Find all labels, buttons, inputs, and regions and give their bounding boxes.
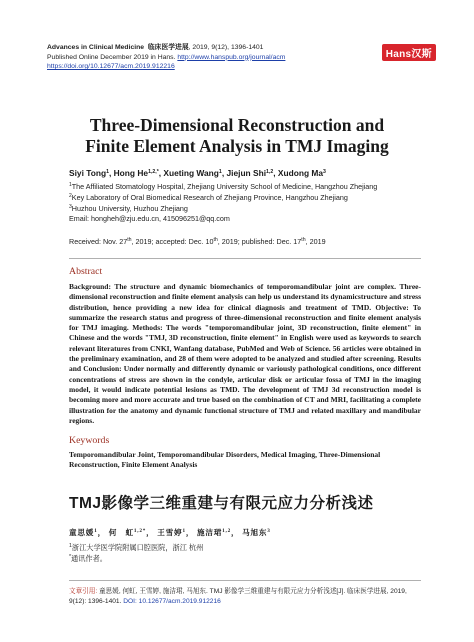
title-line-1: Three-Dimensional Reconstruction and [89,115,385,135]
affiliations [69,182,377,225]
journal-header [47,43,377,72]
volume-info: 2019, 9(12), 1396-1401 [192,44,264,51]
keywords-body: Temporomandibular Joint, Temporomandibular Disorders, Medical Imaging, Three-Dimensional Reconstruction, Finite Element Analysis [69,450,381,470]
author-name: Siyi Tong [69,168,107,178]
abstract-top-rule [69,258,421,259]
journal-name: Advances in Clinical Medicine [47,44,145,51]
publication-dates: Received: Nov. 27th, 2019; accepted: Dec. 10th, 2019; published: Dec. 17th, 2019 [69,237,326,246]
citation-top-rule [69,580,421,581]
chinese-title: TMJ影像学三维重建与有限元应力分析浅述 [69,495,374,512]
author-name: Xueting Wang [163,168,219,178]
author-sup: 1 [106,169,109,175]
keywords-heading: Keywords [69,435,110,446]
affiliation-2: $^2$Key Laboratory of Oral Biomedical Research of Zhejiang Province, Hangzhou Zhejiang [69,192,348,202]
citation [69,587,421,607]
author-name: Xudong Ma [277,168,324,178]
author-name: Hong He [113,168,149,178]
title-line-2: Finite Element Analysis in TMJ Imaging [85,136,389,156]
citation-label: 文章引用: [69,588,98,595]
doi-link[interactable]: https://doi.org/10.12677/acm.2019.912216 [47,63,175,71]
abstract-body: Background: The structure and dynamic biomechanics of temporomandibular joint are complex. Three-dimensional reconstruction and finite element analysis can help us understand its dynamicstructure and stress distribution, hence providing a new idea for clinical diagnosis and treatment of TMD. Objective: To summarize the research status and progress of three-dimensional reconstruction and finite element analysis for TMJ imaging. Methods: The words "temporomandibular joint, 3D reconstruction, finite element" in Chinese and the words "TMJ, 3D reconstruction, finite element" in English were used as keywords to search relevant literatures from CNKI, Wanfang database, PubMed and Web of Science. 56 articles were obtained in the preliminary examination, and 28 of them were adopted to be analyzed and studied after screening. Results and Conclusion: Under normally and differently dynamic or variously pathological conditions, once different concentrations of stress are shown in the condyle, articular disk or articular fossa of TMJ in the imaging model, it would indicate potential lesions as TMD. The development of TMJ 3d reconstruction model is becoming more and more accurate and true based on the combination of CT and MRI, facilitating a complete illustration for the anatomy and dynamic functional structure of TMJ and related maxillary and mandibular regions. [69,282,421,425]
published-line [47,53,377,63]
author-sup: 1,2 [266,169,274,175]
journal-info-line: Advances in Clinical Medicine 临床医学进展, 2019, 9(12), 1396-1401 [47,44,264,51]
corresponding-note: *通讯作者。 [69,554,107,563]
hans-logo: Hans汉斯 [382,44,436,61]
author-sup: 3 [323,169,326,175]
affiliation-1: $^1$The Affiliated Stomatology Hospital, Zhejiang University School of Medicine, Hangzhou Zhejiang [69,182,378,191]
author-name: Jiejun Shi [226,168,267,178]
author-list: Siyi Tong$^1$, Hong $He^{1,2,*}$, Xueting Wang$^1$, Jiejun Shi$^{1,2}$, Xudong Ma$^3$ [69,168,326,178]
published-text: Published Online December 2019 in Hans. [47,53,176,61]
paper-title [0,115,474,157]
affiliation-3: $^3$Huzhou University, Huzhou Zhejiang [69,203,188,213]
citation-text: 童思媛, 何虹, 王雪婷, 施洁珺, 马旭东. TMJ 影像学三维重建与有限元应力分析浅述[J]. 临床医学进展, 2019, 9(12): 1396-1401. [69,588,407,605]
journal-url-link[interactable]: http://www.hanspub.org/journal/acm [177,53,286,61]
email-line: Email: hongheh@zju.edu.cn, 415096251@qq.com [69,214,230,224]
chinese-affiliation-1: $^1$浙江大学医学院附属口腔医院，浙江 杭州 [69,543,204,552]
author-sup: 1,2,* [148,169,159,175]
abstract-heading: Abstract [69,266,103,277]
chinese-authors: 童思媛$^1$， 何 虹$^{1,2*}$， 王雪婷$^1$， 施洁珺$^{1,2}$， 马旭东$^3$ [69,528,271,537]
journal-name-cn: 临床医学进展 [147,44,189,51]
chinese-affiliations [69,542,203,564]
author-sup: 1 [218,169,222,175]
citation-doi[interactable]: DOI: 10.12677/acm.2019.912216 [123,598,221,605]
